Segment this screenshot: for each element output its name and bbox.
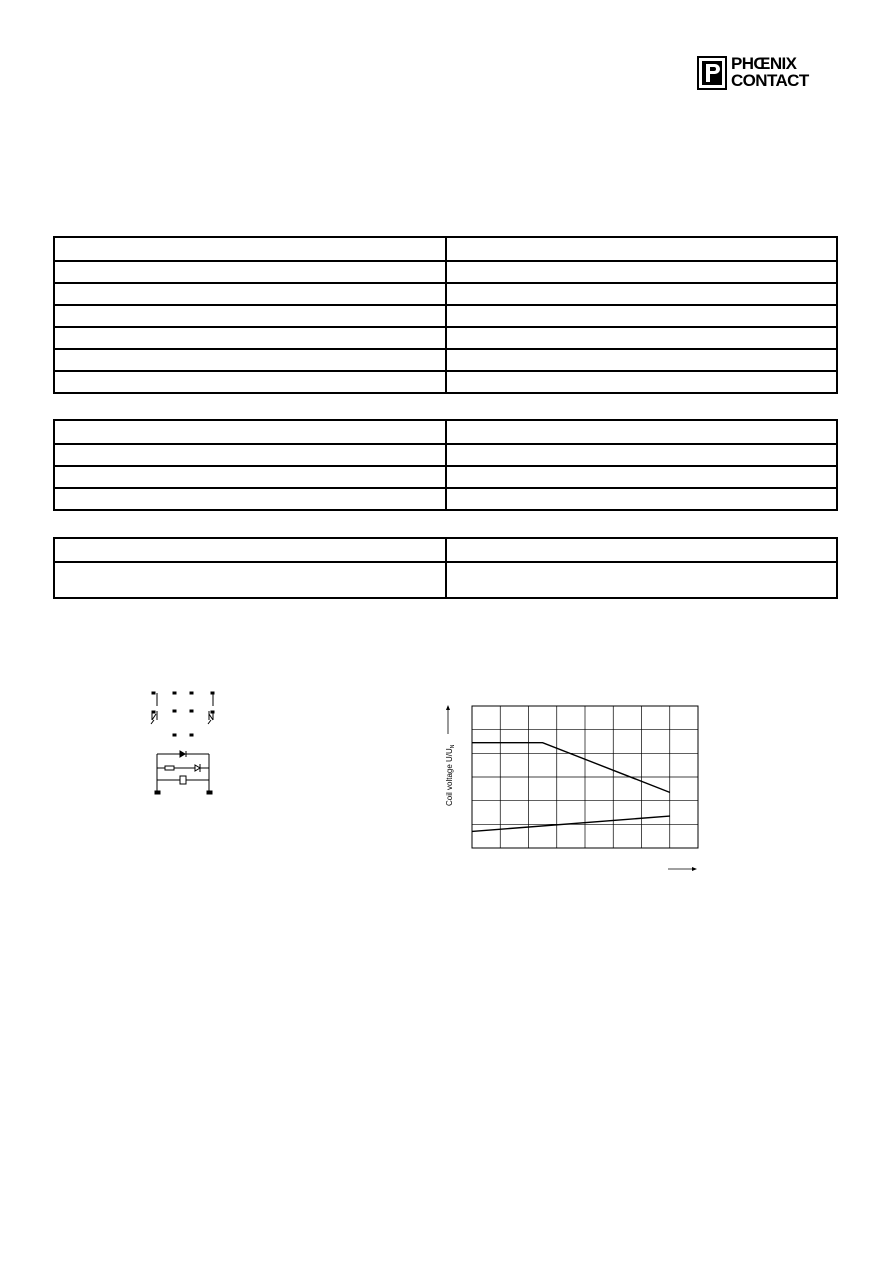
table-key xyxy=(55,306,447,326)
table-row xyxy=(55,370,836,392)
table-key xyxy=(55,539,447,561)
table-value xyxy=(447,421,836,443)
table-value xyxy=(447,489,836,509)
table-key xyxy=(55,328,447,348)
table-key xyxy=(55,445,447,465)
table-value xyxy=(447,328,836,348)
coil-voltage-chart xyxy=(438,698,708,878)
table-value xyxy=(447,467,836,487)
table-key xyxy=(55,284,447,304)
table-value xyxy=(447,372,836,392)
table-row xyxy=(55,238,836,260)
spec-table-2 xyxy=(53,419,838,511)
x-axis-arrow xyxy=(668,867,697,871)
table-value xyxy=(447,284,836,304)
spec-table-3 xyxy=(53,537,838,599)
series-line-2 xyxy=(472,816,670,831)
table-key xyxy=(55,421,447,443)
table-row xyxy=(55,348,836,370)
table-value xyxy=(447,563,836,597)
table-value xyxy=(447,445,836,465)
table-row xyxy=(55,421,836,443)
y-axis-label xyxy=(445,705,456,806)
table-key xyxy=(55,262,447,282)
table-key xyxy=(55,563,447,597)
table-row xyxy=(55,282,836,304)
y-axis-title: Coil voltage $U/U_N$ xyxy=(445,744,456,806)
phoenix-contact-logo xyxy=(697,55,833,91)
table-key xyxy=(55,238,447,260)
y-axis-arrow-head xyxy=(446,705,450,710)
series-line-1 xyxy=(472,743,670,793)
table-row xyxy=(55,443,836,465)
table-value xyxy=(447,350,836,370)
table-value xyxy=(447,306,836,326)
table-row xyxy=(55,326,836,348)
table-key xyxy=(55,350,447,370)
table-key xyxy=(55,489,447,509)
table-value xyxy=(447,262,836,282)
phoenix-logo-mark-icon xyxy=(697,56,727,90)
table-value xyxy=(447,539,836,561)
spec-table-1 xyxy=(53,236,838,394)
table-row xyxy=(55,304,836,326)
chart-grid xyxy=(472,706,698,848)
table-key xyxy=(55,372,447,392)
table-row xyxy=(55,487,836,509)
table-row xyxy=(55,260,836,282)
logo-text-line2: CONTACT xyxy=(731,71,809,90)
table-row xyxy=(55,539,836,561)
chart-series-group xyxy=(472,743,670,832)
table-value xyxy=(447,238,836,260)
relay-wiring-diagram-icon xyxy=(140,684,230,800)
table-row xyxy=(55,561,836,597)
table-key xyxy=(55,467,447,487)
table-row xyxy=(55,465,836,487)
logo-text-line1: PHŒNIX xyxy=(731,54,797,73)
